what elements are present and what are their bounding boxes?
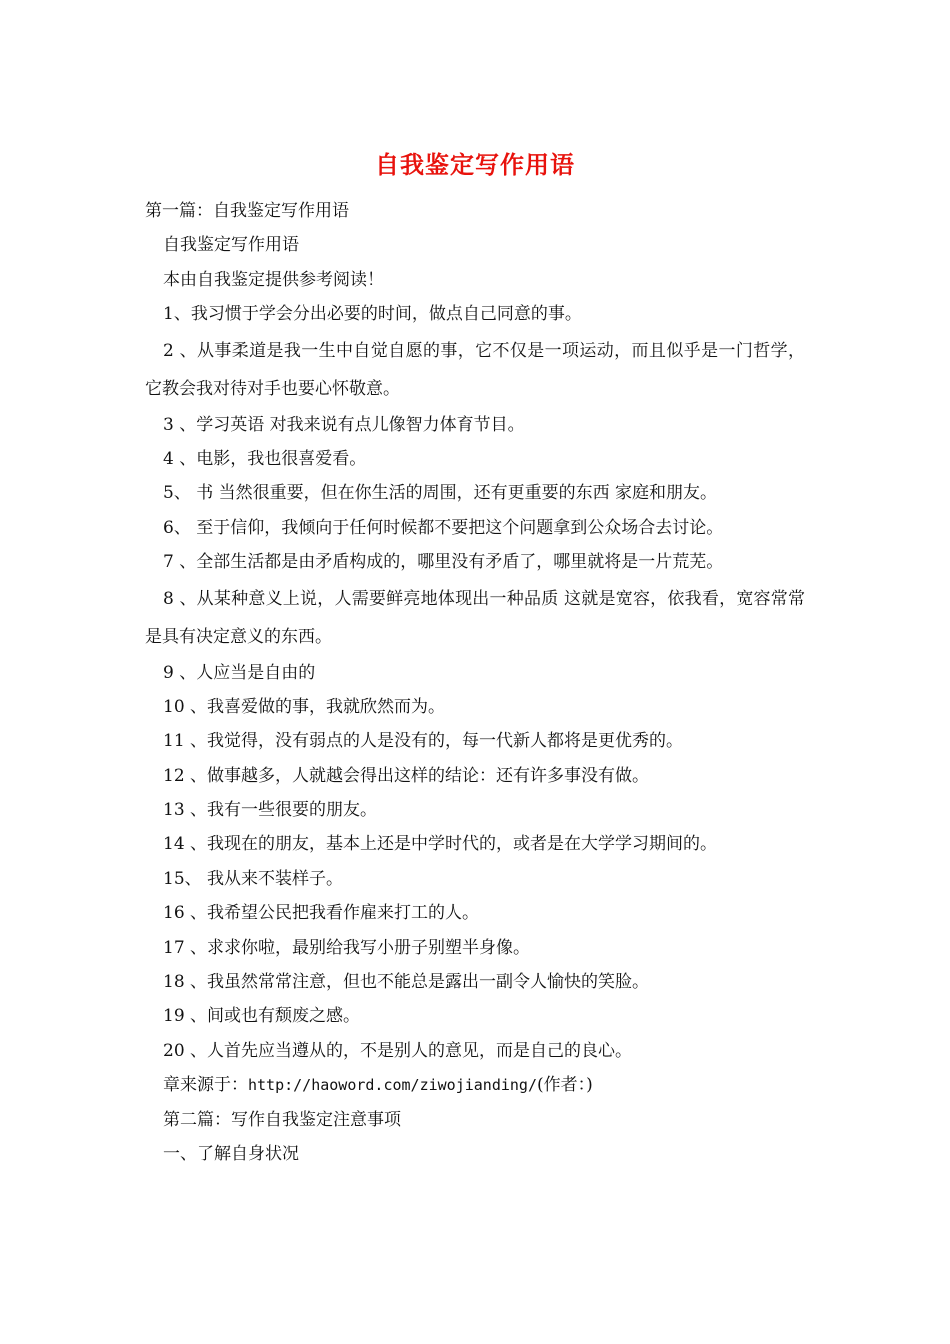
list-item: 7 、全部生活都是由矛盾构成的，哪里没有矛盾了，哪里就将是一片荒芜。 [163, 552, 724, 573]
list-item: 18 、我虽然常常注意，但也不能总是露出一副令人愉快的笑脸。 [163, 972, 650, 993]
list-item: 5、 书 当然很重要，但在你生活的周围，还有更重要的东西 家庭和朋友。 [163, 483, 718, 504]
heading-part-two: 第二篇：写作自我鉴定注意事项 [163, 1109, 401, 1130]
heading-part-one: 第一篇：自我鉴定写作用语 [145, 201, 349, 221]
list-item: 10 、我喜爱做的事，我就欣然而为。 [163, 696, 446, 717]
source-prefix: 章来源于： [163, 1075, 248, 1096]
list-item: 12 、做事越多，人就越会得出这样的结论：还有许多事没有做。 [163, 765, 650, 786]
source-suffix: (作者：) [536, 1075, 593, 1096]
intro-paragraph: 本由自我鉴定提供参考阅读！ [163, 269, 384, 290]
subheading: 自我鉴定写作用语 [163, 235, 299, 256]
list-item: 15、 我从来不装样子。 [163, 868, 344, 889]
list-item: 13 、我有一些很要的朋友。 [163, 800, 378, 821]
document-title: 自我鉴定写作用语 [375, 150, 575, 179]
list-item: 11 、我觉得，没有弱点的人是没有的，每一代新人都将是更优秀的。 [163, 731, 684, 752]
section-heading: 一、了解自身状况 [163, 1143, 299, 1164]
list-item: 8 、从某种意义上说，人需要鲜亮地体现出一种品质 这就是宽容，依我看，宽容常常是具有决定意义的东西。 [145, 588, 805, 647]
list-item: 16 、我希望公民把我看作雇来打工的人。 [163, 903, 480, 924]
source-line [145, 1068, 805, 1102]
list-item: 20 、人首先应当遵从的，不是别人的意见，而是自己的良心。 [163, 1040, 633, 1061]
list-item: 1、我习惯于学会分出必要的时间，做点自己同意的事。 [163, 304, 582, 325]
list-item: 3 、学习英语 对我来说有点儿像智力体育节目。 [163, 414, 525, 435]
list-item: 9 、人应当是自由的 [163, 662, 316, 683]
list-item: 2 、从事柔道是我一生中自觉自愿的事，它不仅是一项运动，而且似乎是一门哲学，它教会我对待对手也要心怀敬意。 [145, 340, 805, 399]
list-item: 4 、电影，我也很喜爱看。 [163, 448, 367, 469]
list-item: 19 、间或也有颓废之感。 [163, 1006, 361, 1027]
list-item: 6、 至于信仰，我倾向于任何时候都不要把这个问题拿到公众场合去讨论。 [163, 517, 724, 538]
source-link[interactable]: http://haoword.com/ziwojianding/ [248, 1076, 537, 1095]
document-body [145, 194, 805, 1171]
list-item: 14 、我现在的朋友，基本上还是中学时代的，或者是在大学学习期间的。 [163, 834, 718, 855]
list-item: 17 、求求你啦，最别给我写小册子别塑半身像。 [163, 937, 531, 958]
